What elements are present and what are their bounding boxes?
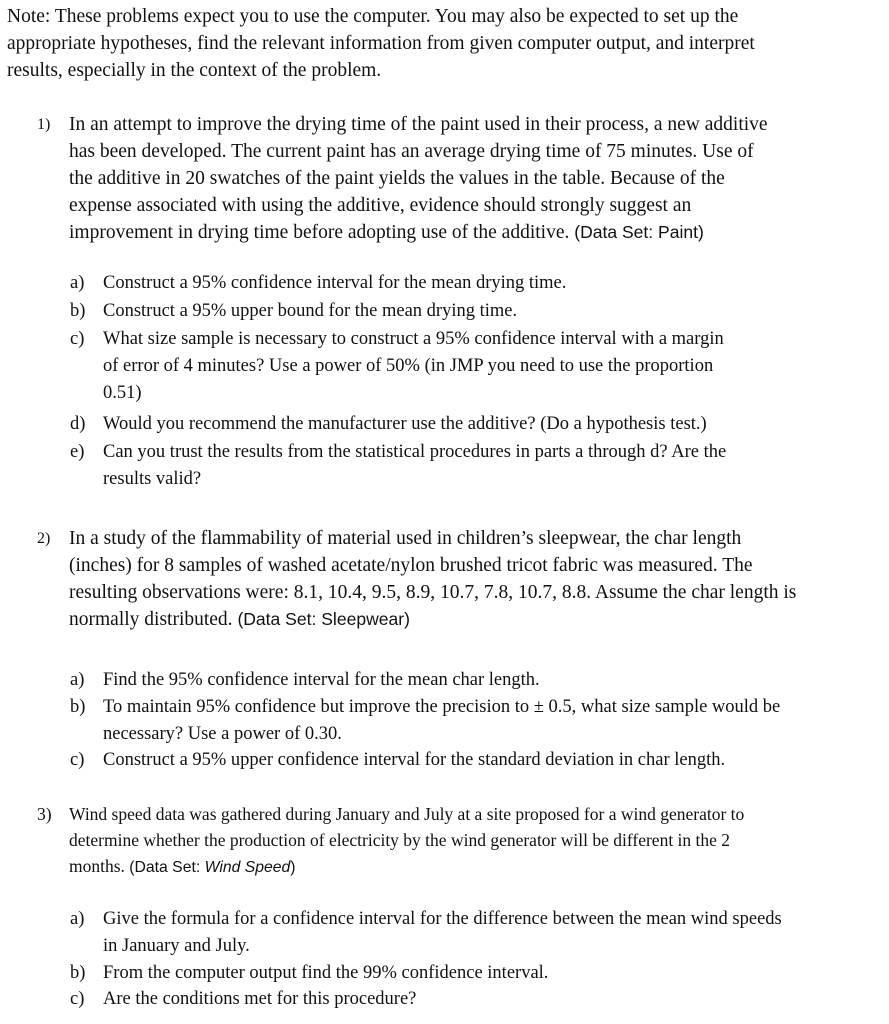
dataset-reference: (Data Set: Sleepwear) (237, 609, 410, 629)
note-paragraph (7, 3, 877, 84)
problem-number: 3) (37, 804, 52, 824)
problem-number: 1) (37, 116, 51, 133)
problem-line: the additive in 20 swatches of the paint yields the values in the table. Because of the (69, 168, 725, 189)
problem-line: has been developed. The current paint has an average drying time of 75 minutes. Use of (69, 141, 754, 162)
part-text: Give the formula for a confidence interval for the difference between the mean wind speeds (103, 909, 782, 929)
problem-line: (inches) for 8 samples of washed acetate/nylon brushed tricot fabric was measured. The (69, 555, 753, 576)
part-letter: c) (70, 329, 85, 349)
part-text: in January and July. (103, 936, 250, 956)
part-letter: c) (70, 989, 85, 1009)
problem-line-text: months. (69, 856, 130, 876)
part-letter: a) (70, 909, 85, 929)
part-letter: b) (70, 697, 86, 717)
part-text: What size sample is necessary to construct a 95% confidence interval with a margin (103, 329, 724, 349)
part-text: results valid? (103, 469, 202, 489)
problem-text (69, 111, 768, 246)
part-text: Would you recommend the manufacturer use the additive? (Do a hypothesis test.) (103, 414, 707, 434)
part-letter: e) (70, 442, 85, 462)
part-letter: d) (70, 414, 86, 434)
part-text: Can you trust the results from the statistical procedures in parts a through d? Are the (103, 442, 727, 462)
part-text: Find the 95% confidence interval for the mean char length. (103, 670, 540, 690)
problem-line (69, 853, 744, 881)
part-text: Construct a 95% confidence interval for the mean drying time. (103, 273, 567, 293)
problem-line: expense associated with using the additive, evidence should strongly suggest an (69, 195, 692, 216)
part-text: necessary? Use a power of 0.30. (103, 724, 342, 744)
problem-line: Wind speed data was gathered during January and July at a site proposed for a wind generator to (69, 804, 745, 824)
problem-line-text: improvement in drying time before adopting use of the additive. (69, 222, 575, 243)
part-text: From the computer output find the 99% confidence interval. (103, 963, 549, 983)
problem-line: In an attempt to improve the drying time of the paint used in their process, a new additive (69, 114, 768, 135)
dataset-reference: (Data Set: Paint) (574, 222, 704, 242)
problem-line: resulting observations were: 8.1, 10.4, 9.5, 8.9, 10.7, 7.8, 10.7, 8.8. Assume the char length is (69, 582, 797, 603)
part-text: 0.51) (103, 383, 142, 403)
part-letter: b) (70, 963, 86, 983)
problem-line: determine whether the production of electricity by the wind generator will be different in the 2 (69, 830, 731, 850)
dataset-name: Wind Speed (204, 859, 291, 876)
dataset-label: (Data Set: (129, 859, 205, 876)
part-letter: a) (70, 273, 85, 293)
problem-line-text: normally distributed. (69, 609, 238, 630)
part-text: Construct a 95% upper confidence interval for the standard deviation in char length. (103, 750, 726, 770)
problem-text (69, 525, 796, 633)
problem-line: In a study of the flammability of material used in children’s sleepwear, the char length (69, 528, 742, 549)
problem-line (69, 606, 796, 633)
problem-text (69, 801, 744, 881)
problem-number: 2) (37, 530, 51, 547)
part-text: Are the conditions met for this procedure? (103, 989, 417, 1009)
note-line: appropriate hypotheses, find the relevant information from given computer output, and interpret (7, 33, 755, 54)
part-text: To maintain 95% confidence but improve the precision to ± 0.5, what size sample would be (103, 697, 781, 717)
part-text: Construct a 95% upper bound for the mean drying time. (103, 301, 518, 321)
part-letter: c) (70, 750, 85, 770)
problem-line (69, 219, 768, 246)
note-line: Note: These problems expect you to use the computer. You may also be expected to set up the (7, 6, 739, 27)
note-line: results, especially in the context of the problem. (7, 60, 382, 81)
part-letter: a) (70, 670, 85, 690)
dataset-close: ) (290, 859, 296, 876)
part-letter: b) (70, 301, 86, 321)
part-text: of error of 4 minutes? Use a power of 50% (in JMP you need to use the proportion (103, 356, 714, 376)
